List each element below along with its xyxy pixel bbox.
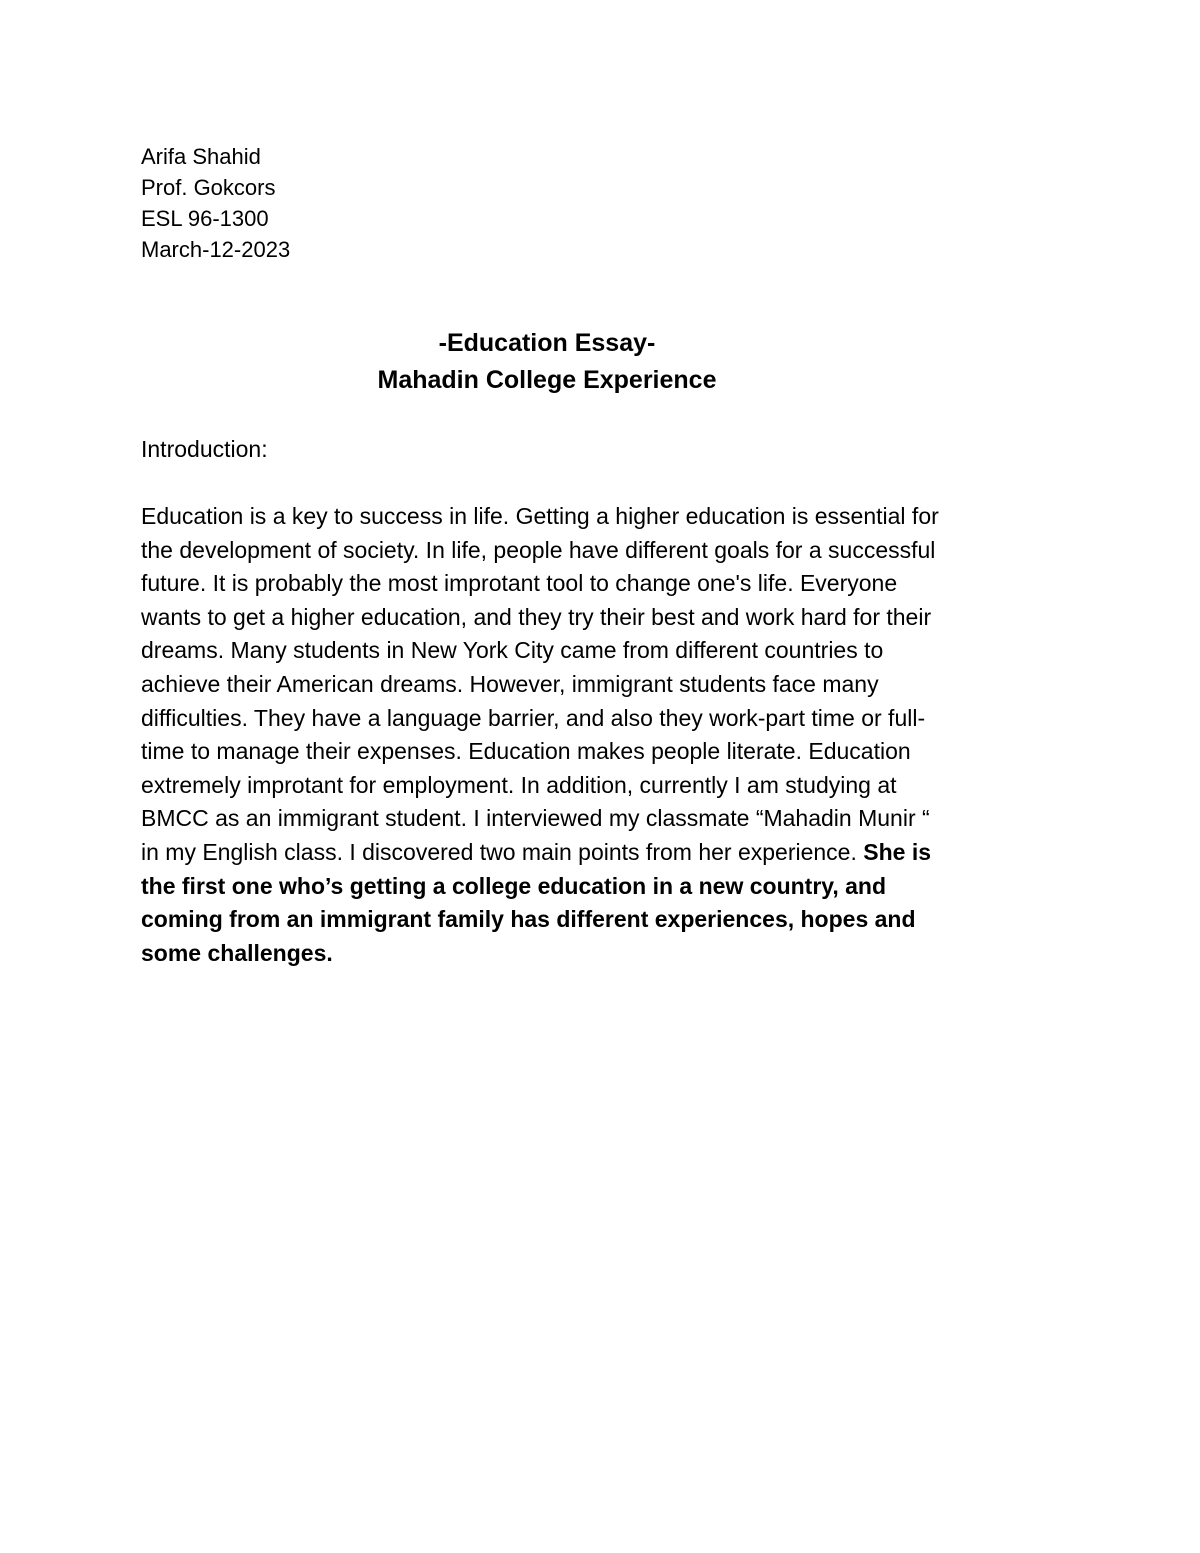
paragraph-line: BMCC as an immigrant student. I interviewed my classmate “Mahadin Munir “: [141, 805, 930, 832]
thesis-statement-line: coming from an immigrant family has different experiences, hopes and: [141, 906, 916, 933]
paragraph-line: difficulties. They have a language barrier, and also they work-part time or full-: [141, 704, 926, 731]
paragraph-line: the development of society. In life, people have different goals for a successful: [141, 536, 936, 563]
thesis-statement-line: some challenges.: [141, 939, 333, 966]
paragraph-line: achieve their American dreams. However, immigrant students face many: [141, 670, 879, 697]
paragraph-line: Education is a key to success in life. Getting a higher education is essential for: [141, 503, 939, 529]
paragraph-text: in my English class. I discovered two main points from her experience.: [141, 838, 864, 865]
paragraph-line: future. It is probably the most improtant tool to change one's life. Everyone: [141, 570, 898, 597]
thesis-statement-start: She is: [863, 838, 932, 865]
thesis-statement-line: the first one who’s getting a college education in a new country, and: [141, 872, 887, 899]
title-line-1: -Education Essay-: [438, 329, 656, 357]
course-code: ESL 96-1300: [141, 206, 269, 231]
paragraph-line: wants to get a higher education, and they try their best and work hard for their: [141, 603, 932, 630]
paragraph-line: time to manage their expenses. Education makes people literate. Education: [141, 738, 911, 765]
essay-date: March-12-2023: [141, 237, 291, 262]
essay-title: [0, 325, 1094, 399]
professor-name: Prof. Gokcors: [141, 175, 276, 200]
introduction-paragraph: [141, 500, 1081, 970]
author-name: Arifa Shahid: [141, 144, 261, 169]
paragraph-line-mixed: [141, 836, 1081, 870]
paragraph-line: extremely improtant for employment. In addition, currently I am studying at: [141, 771, 897, 798]
title-line-2: Mahadin College Experience: [377, 366, 717, 394]
section-heading-introduction: Introduction:: [141, 436, 268, 462]
essay-header: [141, 141, 290, 265]
paragraph-line: dreams. Many students in New York City came from different countries to: [141, 637, 884, 664]
